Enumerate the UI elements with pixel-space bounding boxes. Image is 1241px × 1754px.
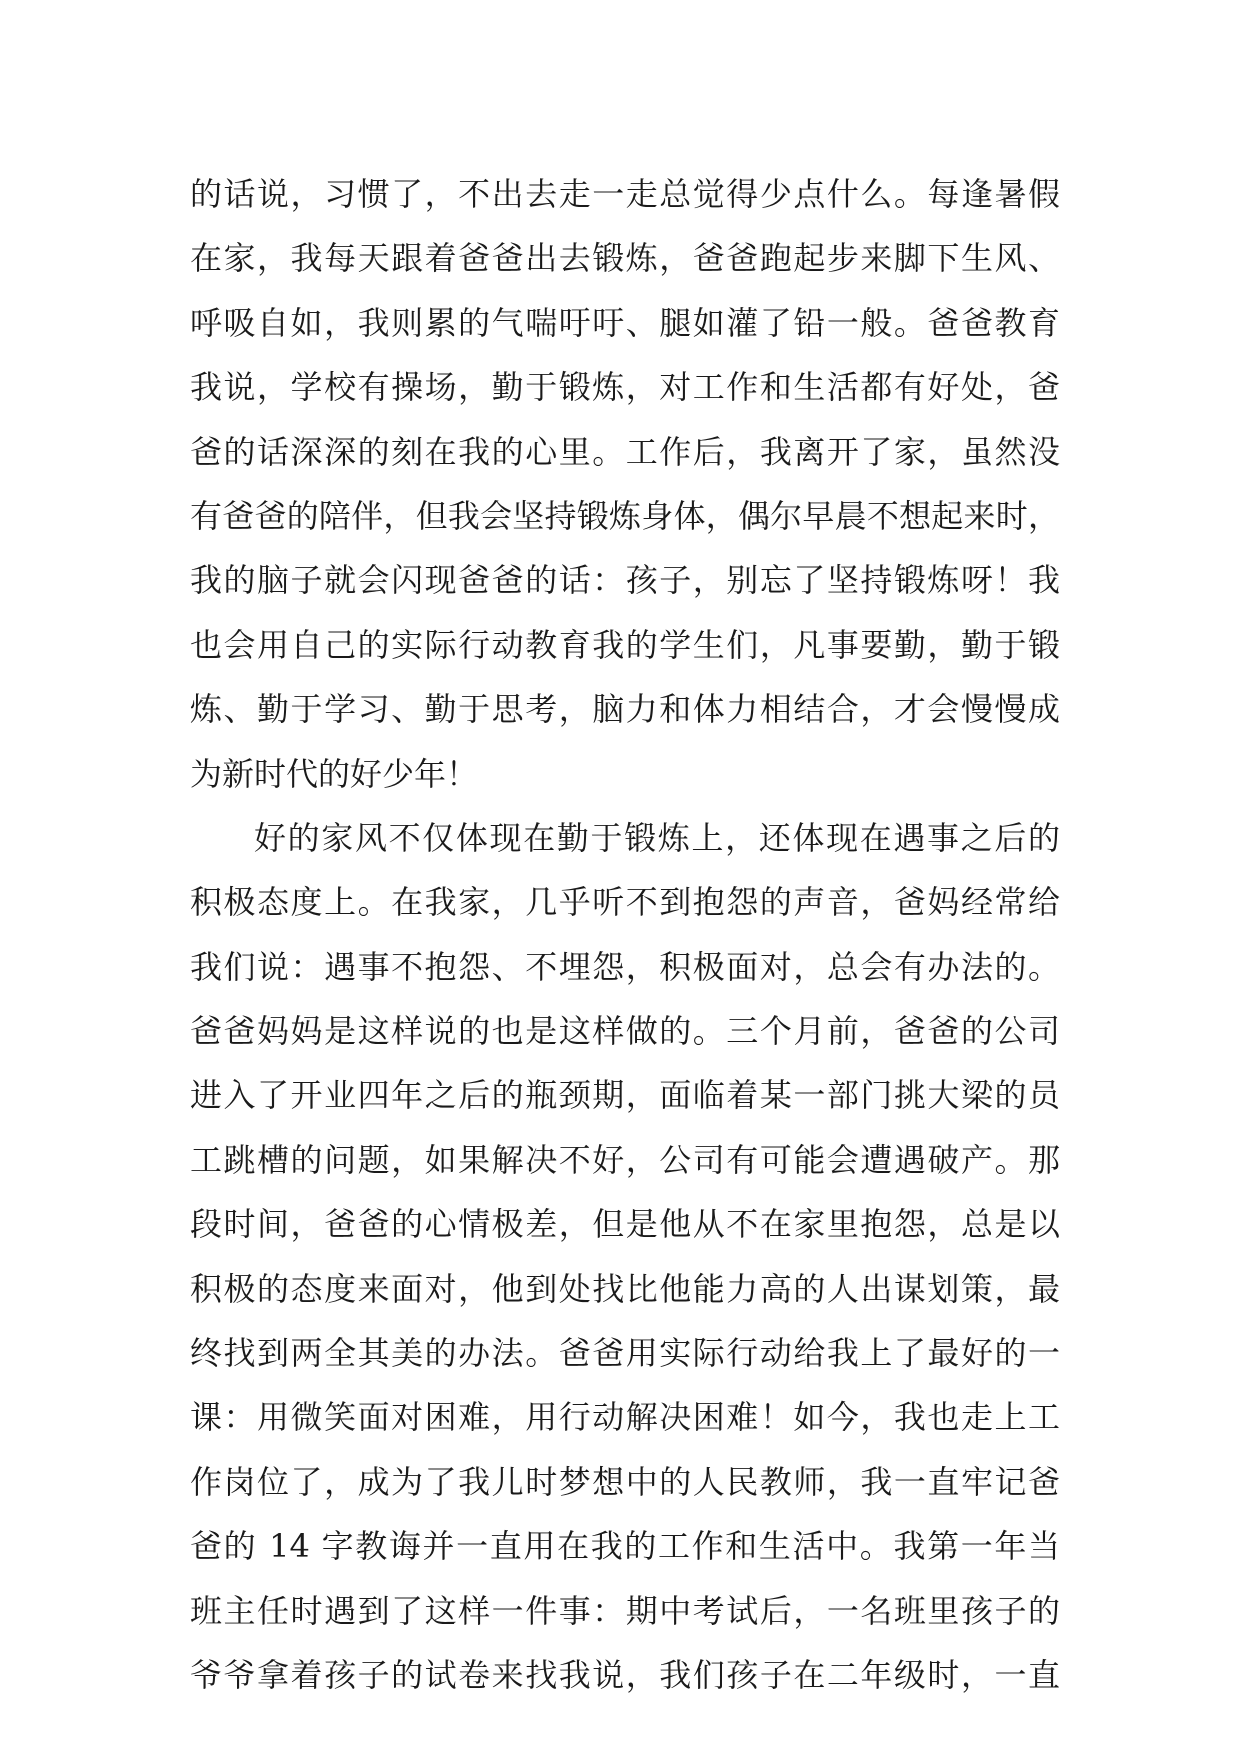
text-line: 终找到两全其美的办法。爸爸用实际行动给我上了最好的一	[190, 1334, 1060, 1373]
text-line: 工跳槽的问题，如果解决不好，公司有可能会遭遇破产。那	[190, 1140, 1060, 1179]
text-line: 我们说：遇事不抱怨、不埋怨，积极面对，总会有办法的。	[190, 947, 1060, 986]
text-line: 班主任时遇到了这样一件事：期中考试后，一名班里孩子的	[190, 1591, 1060, 1630]
text-line: 爷爷拿着孩子的试卷来找我说，我们孩子在二年级时，一直	[190, 1655, 1060, 1694]
text-line: 作岗位了，成为了我儿时梦想中的人民教师，我一直牢记爸	[190, 1462, 1060, 1501]
text-line: 积极态度上。在我家，几乎听不到抱怨的声音，爸妈经常给	[190, 883, 1060, 922]
text-line: 进入了开业四年之后的瓶颈期，面临着某一部门挑大梁的员	[190, 1076, 1060, 1115]
text-line: 在家，我每天跟着爸爸出去锻炼，爸爸跑起步来脚下生风、	[190, 239, 1060, 278]
text-line: 我说，学校有操场，勤于锻炼，对工作和生活都有好处，爸	[190, 368, 1060, 407]
text-line: 的话说，习惯了，不出去走一走总觉得少点什么。每逢暑假	[190, 175, 1060, 213]
text-line: 爸爸妈妈是这样说的也是这样做的。三个月前，爸爸的公司	[190, 1012, 1060, 1051]
paragraph-end-line: 为新时代的好少年！	[190, 754, 479, 793]
text-line: 课：用微笑面对困难，用行动解决困难！如今，我也走上工	[190, 1398, 1060, 1437]
text-line: 呼吸自如，我则累的气喘吁吁、腿如灌了铅一般。爸爸教育	[190, 303, 1060, 342]
text-line: 炼、勤于学习、勤于思考，脑力和体力相结合，才会慢慢成	[190, 690, 1060, 729]
paragraph-first-line: 好的家风不仅体现在勤于锻炼上，还体现在遇事之后的	[254, 818, 1060, 857]
text-line: 积极的态度来面对，他到处找比他能力高的人出谋划策，最	[190, 1269, 1060, 1308]
text-line: 也会用自己的实际行动教育我的学生们，凡事要勤，勤于锻	[190, 625, 1060, 664]
text-line: 我的脑子就会闪现爸爸的话：孩子，别忘了坚持锻炼呀！我	[190, 561, 1060, 600]
text-line: 有爸爸的陪伴，但我会坚持锻炼身体，偶尔早晨不想起来时，	[190, 496, 1060, 535]
body-text	[190, 162, 1060, 1707]
text-line: 爸的话深深的刻在我的心里。工作后，我离开了家，虽然没	[190, 432, 1060, 471]
text-line: 段时间，爸爸的心情极差，但是他从不在家里抱怨，总是以	[190, 1205, 1060, 1244]
text-line: 爸的 14 字教诲并一直用在我的工作和生活中。我第一年当	[190, 1527, 1060, 1566]
